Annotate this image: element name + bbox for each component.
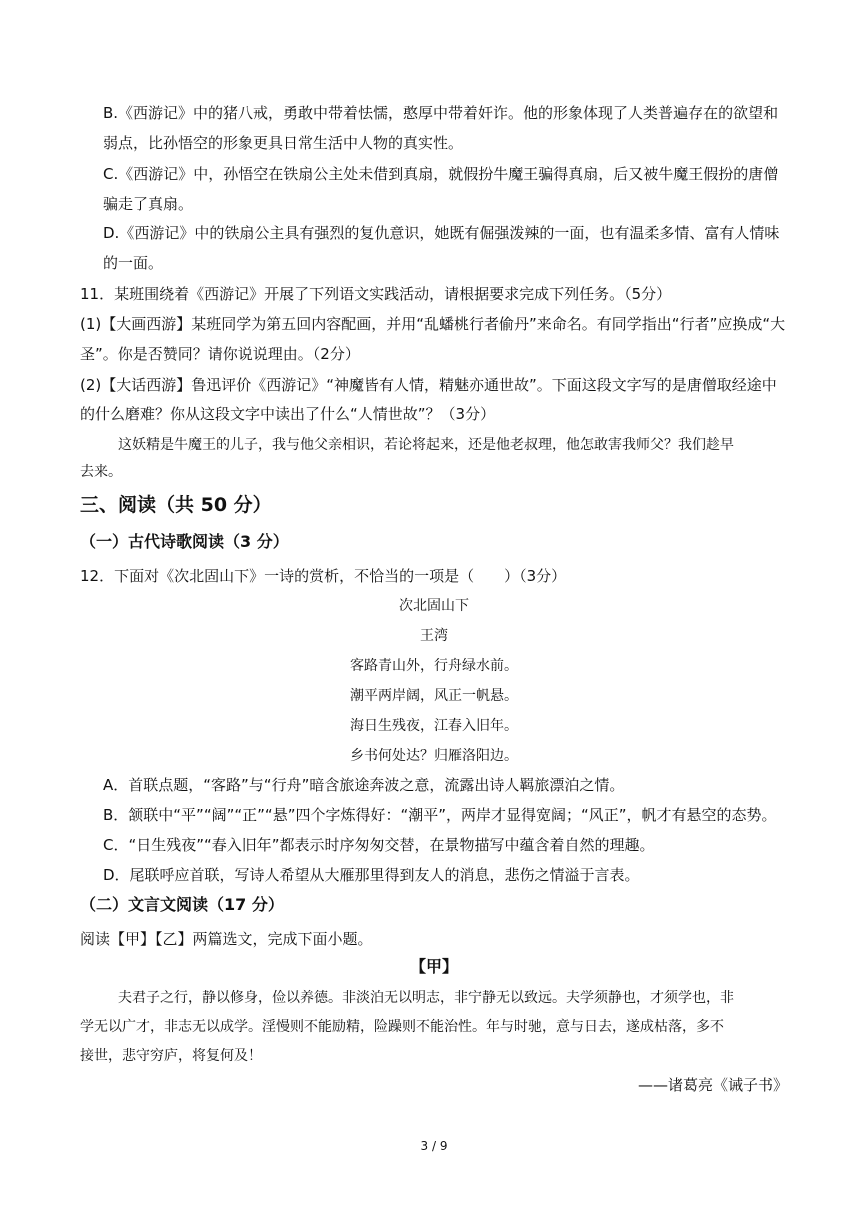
q10-option-c-line2: 骗走了真扇。 (103, 195, 194, 213)
passage-jia-line2: 学无以广才，非志无以成学。淫慢则不能励精，险躁则不能治性。年与时驰，意与日去，遂成枯落，多不 (80, 1019, 724, 1035)
poem-author: 王湾 (420, 628, 448, 644)
q11-task2-line1: (2)【大话西游】鲁迅评价《西游记》“神魔皆有人情，精魅亦通世故”。下面这段文字写的是唐僧取经途中 (80, 376, 777, 394)
poem-title: 次北固山下 (399, 598, 469, 614)
q11-quote-line2: 去来。 (80, 464, 122, 480)
poem-line-3: 海日生残夜，江春入旧年。 (350, 718, 518, 734)
section-3-2-heading: （二）文言文阅读（17 分） (80, 895, 284, 914)
q10-option-d-line1: D.《西游记》中的铁扇公主具有强烈的复仇意识，她既有倔强泼辣的一面，也有温柔多情、富有人情味 (103, 224, 780, 242)
passage-jia-line1: 夫君子之行，静以修身，俭以养德。非淡泊无以明志，非宁静无以致远。夫学须静也，才须学也，非 (118, 990, 734, 1006)
q11-task1-line2: 圣”。你是否赞同？请你说说理由。（2分） (80, 345, 360, 363)
q12-option-c: C．“日生残夜”“春入旧年”都表示时序匆匆交替，在景物描写中蕴含着自然的理趣。 (103, 836, 655, 854)
q11-task2-line2: 的什么磨难？你从这段文字中读出了什么“人情世故”？（3分） (80, 405, 496, 423)
section-3-heading: 三、阅读（共 50 分） (80, 494, 272, 516)
q12-option-a: A．首联点题，“客路”与“行舟”暗含旅途奔波之意，流露出诗人羁旅漂泊之情。 (103, 776, 625, 794)
reading-intro: 阅读【甲】【乙】两篇选文，完成下面小题。 (80, 930, 373, 948)
passage-jia-title: 【甲】 (409, 957, 458, 976)
q10-option-b-line2: 弱点，比孙悟空的形象更具日常生活中人物的真实性。 (103, 134, 464, 152)
q12-option-b: B．颔联中“平”“阔”“正”“悬”四个字炼得好：“潮平”，两岸才显得宽阔；“风正”，帆才有悬空的态势。 (103, 806, 777, 824)
section-3-1-heading: （一）古代诗歌阅读（3 分） (80, 532, 289, 551)
question-11: 11．某班围绕着《西游记》开展了下列语文实践活动，请根据要求完成下列任务。（5分） (80, 285, 672, 303)
q10-option-d-line2: 的一面。 (103, 254, 164, 272)
passage-jia-line3: 接世，悲守穷庐，将复何及！ (80, 1048, 262, 1064)
poem-line-4: 乡书何处达？归雁洛阳边。 (350, 748, 518, 764)
question-12: 12．下面对《次北固山下》一诗的赏析，不恰当的一项是（ ）（3分） (80, 567, 567, 585)
q12-option-d: D．尾联呼应首联，写诗人希望从大雁那里得到友人的消息，悲伤之情溢于言表。 (103, 866, 640, 884)
q10-option-c-line1: C.《西游记》中，孙悟空在铁扇公主处未借到真扇，就假扮牛魔王骗得真扇，后又被牛魔王假扮的唐僧 (103, 165, 779, 183)
q11-task1-line1: (1)【大画西游】某班同学为第五回内容配画，并用“乱蟠桃行者偷丹”来命名。有同学指出“行者”应换成“大 (80, 315, 786, 333)
poem-line-1: 客路青山外，行舟绿水前。 (350, 658, 518, 674)
q11-quote-line1: 这妖精是牛魔王的儿子，我与他父亲相识，若论将起来，还是他老叔理，他怎敢害我师父？我们趁早 (118, 437, 734, 453)
passage-jia-source: ——诸葛亮《诫子书》 (637, 1076, 788, 1094)
page-number: 3 / 9 (420, 1139, 448, 1153)
poem-line-2: 潮平两岸阔，风正一帆悬。 (350, 688, 518, 704)
q10-option-b-line1: B.《西游记》中的猪八戒，勇敢中带着怯懦，憨厚中带着奸诈。他的形象体现了人类普遍存在的欲望和 (103, 104, 779, 122)
